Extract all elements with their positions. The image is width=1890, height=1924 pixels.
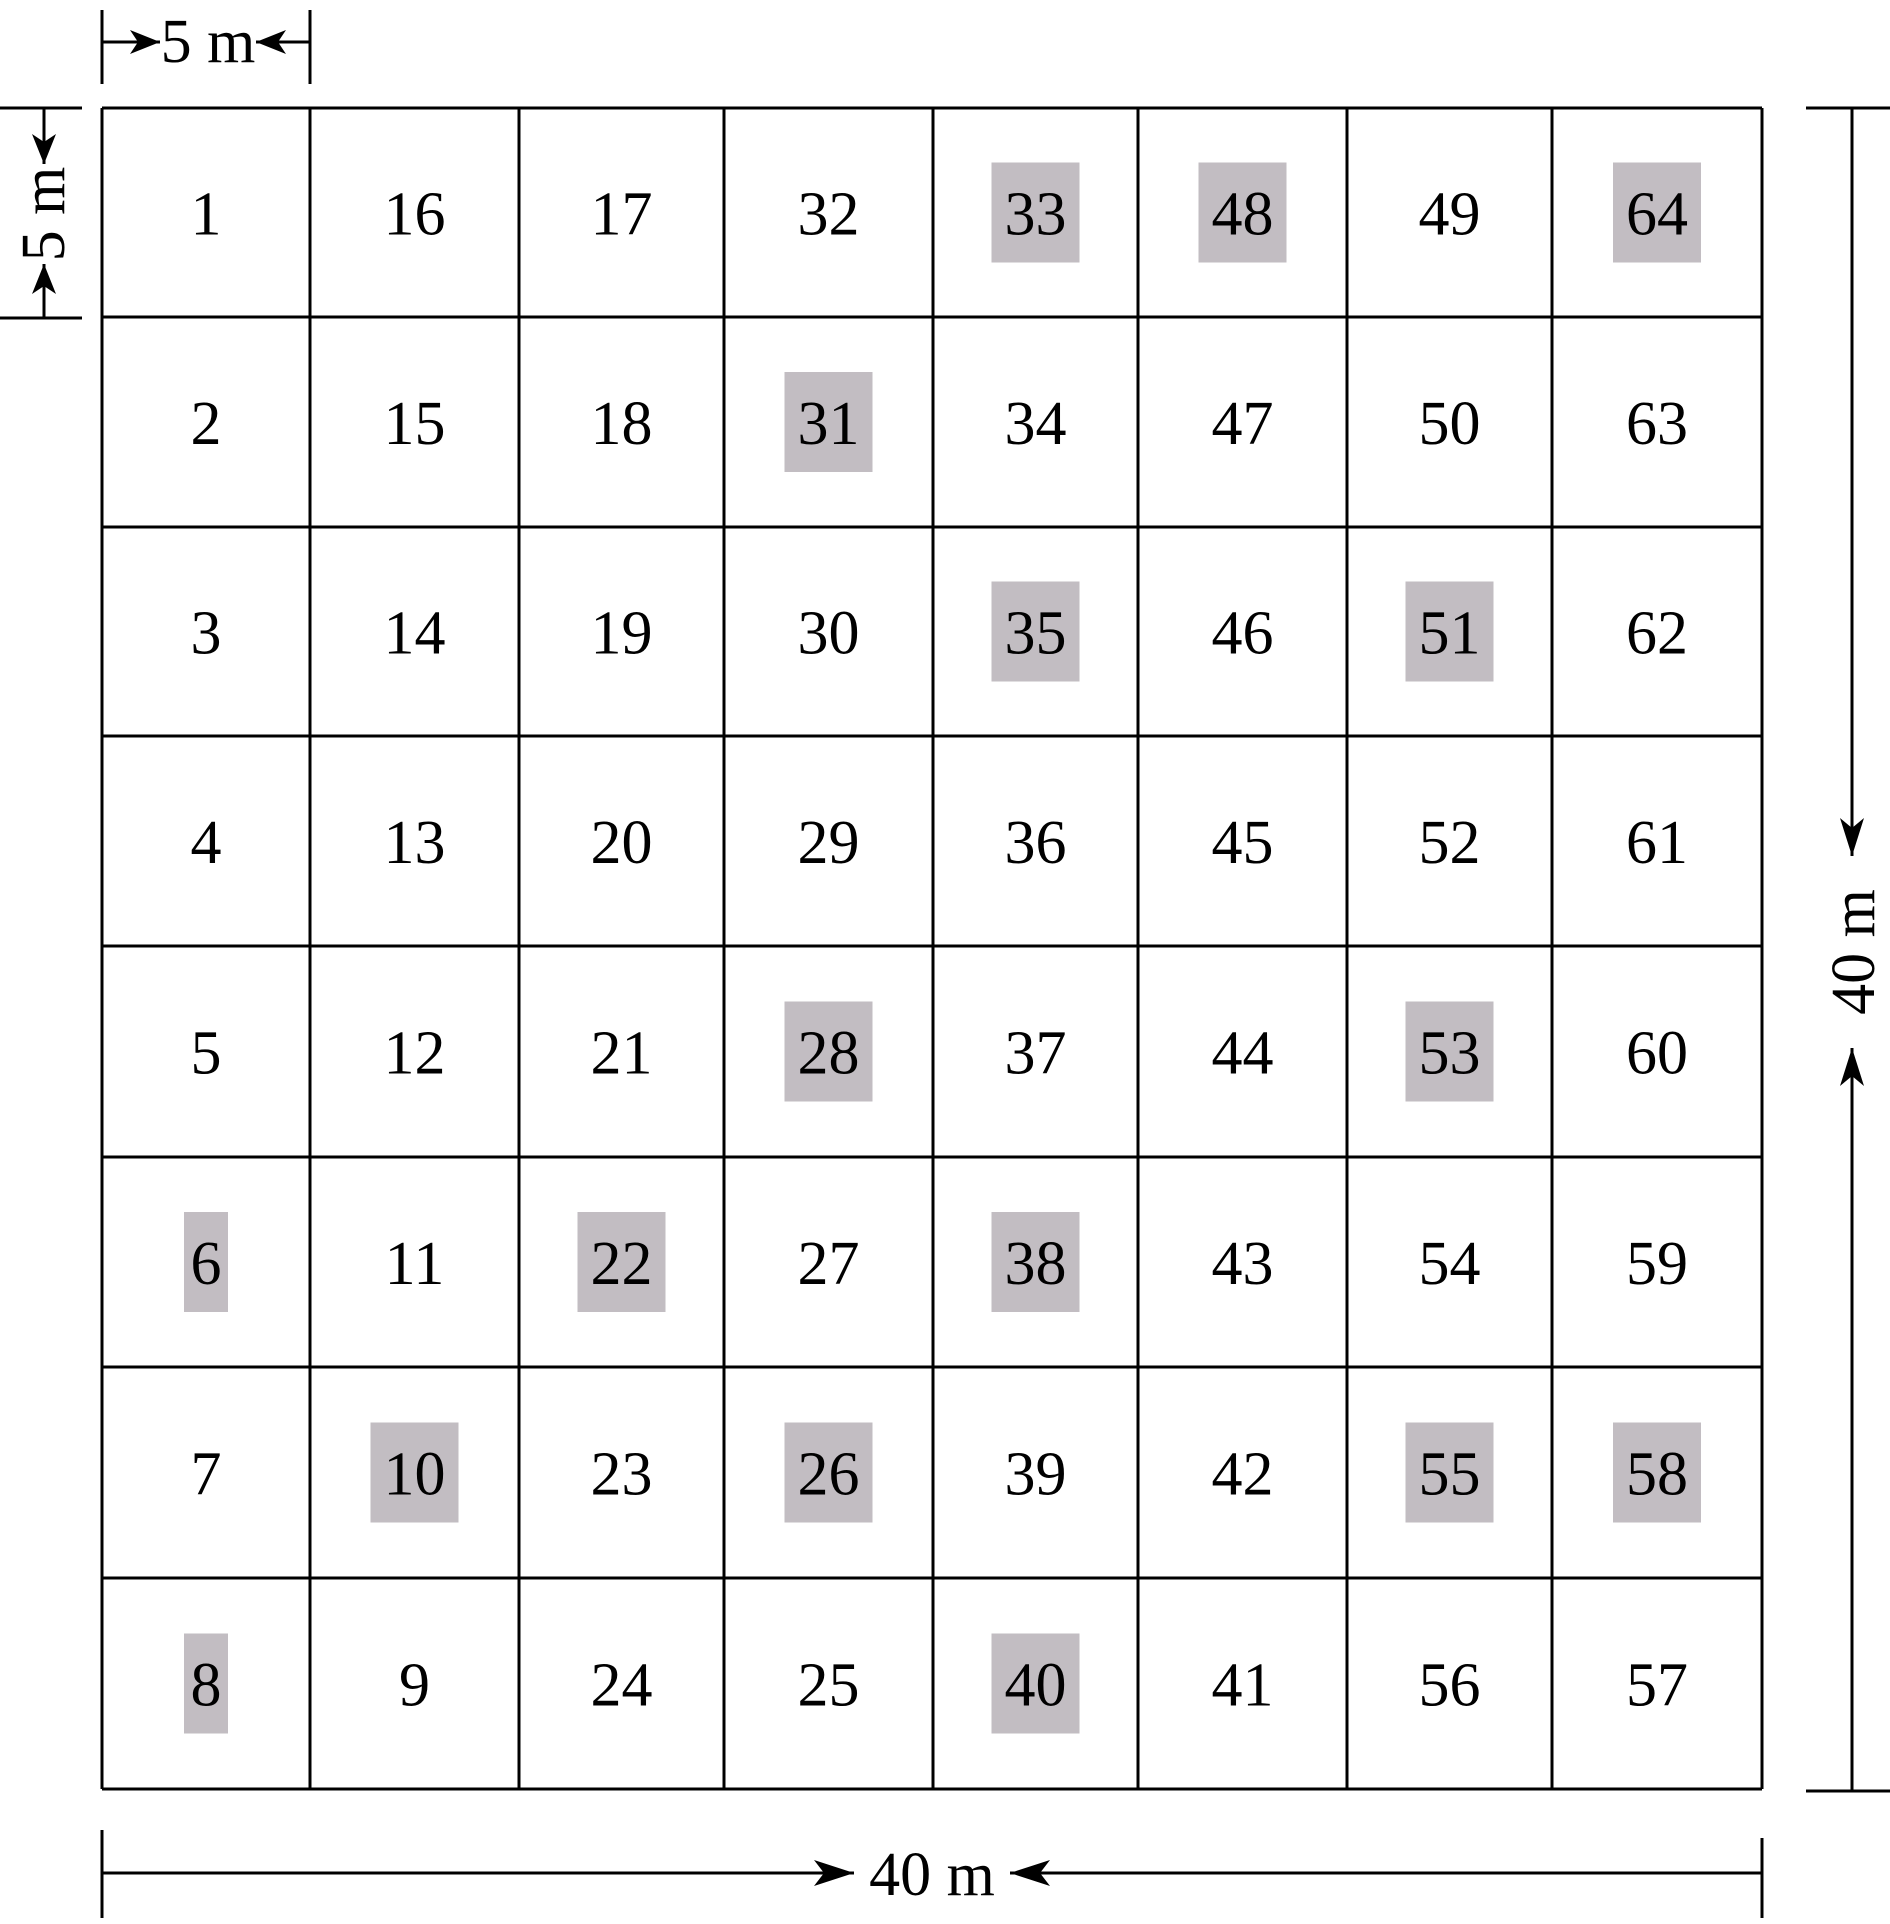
cell-number: 5 <box>190 1019 222 1088</box>
grid-cell <box>1005 390 1067 458</box>
grid-cell <box>578 1212 666 1312</box>
grid-cell <box>591 390 653 458</box>
cell-number: 41 <box>1211 1651 1274 1720</box>
cell-number: 20 <box>590 809 653 877</box>
cell-number: 31 <box>797 390 860 458</box>
grid-cell <box>785 1002 873 1102</box>
grid-cell <box>992 1212 1080 1312</box>
cell-number: 8 <box>190 1651 222 1720</box>
cell-number: 47 <box>1211 390 1274 458</box>
cell-number: 51 <box>1418 599 1481 668</box>
grid-cell <box>1626 1652 1688 1720</box>
cell-number: 6 <box>190 1230 222 1298</box>
cell-number: 24 <box>590 1651 653 1720</box>
grid-cell <box>1626 390 1688 458</box>
cell-number: 42 <box>1211 1440 1274 1509</box>
cell-number: 36 <box>1004 809 1067 877</box>
grid-cell <box>1419 181 1481 249</box>
cell-number: 7 <box>190 1440 222 1509</box>
cell-number: 9 <box>399 1651 430 1720</box>
cell-number: 19 <box>590 599 653 668</box>
cell-number: 16 <box>383 180 446 249</box>
grid-cell <box>591 600 653 668</box>
grid-cell <box>798 181 860 249</box>
grid-cell <box>1419 1230 1481 1298</box>
cell-number: 28 <box>797 1019 860 1088</box>
cell-number: 37 <box>1004 1019 1067 1088</box>
cell-number: 33 <box>1004 180 1067 249</box>
cell-number: 34 <box>1004 390 1067 458</box>
cell-number: 60 <box>1626 1019 1688 1088</box>
grid-cell <box>798 809 860 877</box>
grid-cell <box>785 372 873 472</box>
cell-number: 1 <box>190 180 222 249</box>
grid-cell <box>992 163 1080 263</box>
total-height-label: 40 m <box>1820 889 1888 1015</box>
grid-cell <box>591 181 653 249</box>
cell-number: 15 <box>383 390 446 458</box>
grid-cell <box>1212 390 1274 458</box>
cell-number: 49 <box>1418 180 1481 249</box>
cell-number: 56 <box>1418 1651 1481 1720</box>
cell-number: 25 <box>797 1651 860 1720</box>
grid-cell <box>384 600 446 668</box>
cell-number: 30 <box>797 599 860 668</box>
cell-number: 59 <box>1626 1230 1688 1298</box>
cell-height-label: 5 m <box>10 166 78 262</box>
grid-cell <box>191 600 222 668</box>
grid-cell <box>385 1230 445 1298</box>
grid-cell <box>384 390 446 458</box>
grid-cell <box>191 181 222 249</box>
cell-number: 21 <box>590 1019 653 1088</box>
grid-cell <box>191 809 222 877</box>
grid-cell <box>785 1423 873 1523</box>
cell-number: 40 <box>1004 1651 1067 1720</box>
grid-cell <box>591 1020 653 1088</box>
grid-cell <box>1406 1002 1494 1102</box>
cell-number: 48 <box>1211 180 1274 249</box>
grid-cell <box>1419 390 1481 458</box>
cell-number: 13 <box>383 809 446 877</box>
grid-cell <box>384 809 446 877</box>
cell-number: 10 <box>383 1440 446 1509</box>
cell-number: 4 <box>190 809 222 877</box>
grid-cell <box>591 1441 653 1509</box>
grid-cell <box>384 181 446 249</box>
grid-cell <box>399 1652 430 1720</box>
grid-cell <box>1199 163 1287 263</box>
cell-number: 3 <box>190 599 222 668</box>
grid-cell <box>1626 1230 1688 1298</box>
grid-cell <box>798 1230 860 1298</box>
grid-cell <box>591 1652 653 1720</box>
cell-number: 29 <box>797 809 860 877</box>
cell-number: 22 <box>590 1230 653 1298</box>
grid-cell <box>184 1634 228 1734</box>
cell-number: 58 <box>1626 1440 1688 1509</box>
grid-cell <box>191 1020 222 1088</box>
cell-number: 12 <box>383 1019 446 1088</box>
cell-number: 62 <box>1626 599 1688 668</box>
grid-cell <box>191 390 222 458</box>
cell-number: 35 <box>1004 599 1067 668</box>
cell-number: 23 <box>590 1440 653 1509</box>
cell-number: 55 <box>1418 1440 1481 1509</box>
cell-number: 43 <box>1211 1230 1274 1298</box>
cell-number: 64 <box>1626 180 1688 249</box>
grid-cell <box>191 1441 222 1509</box>
grid-cell <box>1212 1652 1274 1720</box>
grid-cell <box>1212 600 1274 668</box>
cell-number: 45 <box>1211 809 1274 877</box>
grid-cell <box>384 1020 446 1088</box>
grid-cell <box>1626 600 1688 668</box>
grid-cell <box>798 1652 860 1720</box>
cell-number: 54 <box>1418 1230 1481 1298</box>
grid-cell <box>992 582 1080 682</box>
grid-cell <box>1212 1020 1274 1088</box>
cell-number: 2 <box>190 390 222 458</box>
cell-number: 17 <box>590 180 653 249</box>
cell-number: 14 <box>383 599 446 668</box>
cell-number: 44 <box>1211 1019 1274 1088</box>
grid-cell <box>1419 1652 1481 1720</box>
cell-width-label: 5 m <box>160 8 256 76</box>
grid-cell <box>1626 1020 1688 1088</box>
grid-cell <box>1613 1423 1701 1523</box>
grid-cell <box>1005 1441 1067 1509</box>
grid-cell <box>1626 809 1688 877</box>
cell-number: 63 <box>1626 390 1688 458</box>
grid-cell <box>798 600 860 668</box>
grid-cell <box>1005 1020 1067 1088</box>
cell-number: 46 <box>1211 599 1274 668</box>
cell-number: 27 <box>797 1230 860 1298</box>
cell-number: 61 <box>1626 809 1688 877</box>
cell-number: 26 <box>797 1440 860 1509</box>
cell-number: 50 <box>1418 390 1481 458</box>
grid-cell <box>1212 1441 1274 1509</box>
cell-number: 57 <box>1626 1651 1688 1720</box>
grid-cell <box>371 1423 459 1523</box>
grid-cell <box>992 1634 1080 1734</box>
grid-cell <box>1406 1423 1494 1523</box>
grid-cell <box>1005 809 1067 877</box>
plot-grid <box>102 108 1762 1789</box>
grid-cell <box>1212 809 1274 877</box>
cell-number: 11 <box>384 1230 445 1298</box>
grid-cell <box>184 1212 228 1312</box>
cell-number: 18 <box>590 390 653 458</box>
grid-cell <box>1419 809 1481 877</box>
cell-number: 32 <box>797 180 860 249</box>
grid-cell <box>1406 582 1494 682</box>
grid-cell <box>591 809 653 877</box>
cell-number: 39 <box>1004 1440 1067 1509</box>
total-width-label: 40 m <box>869 1841 995 1909</box>
cell-number: 38 <box>1004 1230 1067 1298</box>
grid-cell <box>1212 1230 1274 1298</box>
cell-number: 52 <box>1418 809 1481 877</box>
grid-cell <box>1613 163 1701 263</box>
cell-number: 53 <box>1418 1019 1481 1088</box>
